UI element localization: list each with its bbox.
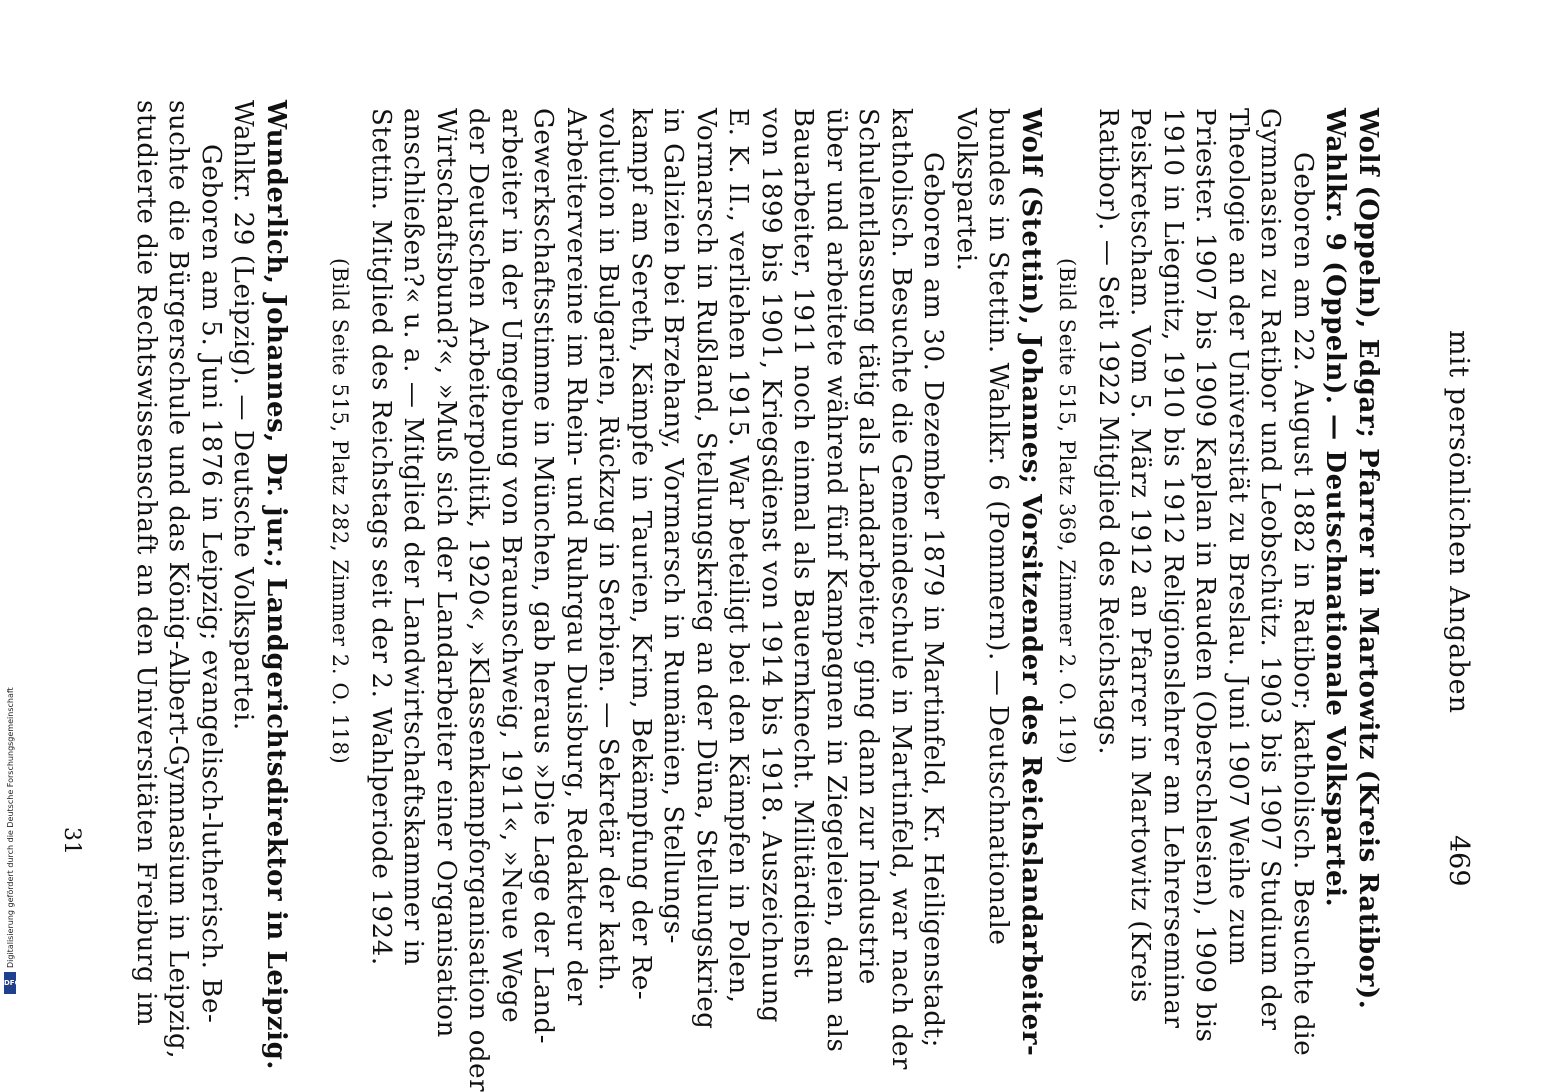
page-number: 469: [1443, 835, 1474, 887]
entry-text-line: arbeiter in der Umgebung von Braunschweig, 1911«, »Neue Wege: [496, 108, 526, 1024]
digitization-footer: [4, 6, 21, 996]
entry-text-line: studierte die Rechtswissenschaft an den Universitäten Freiburg im: [131, 100, 161, 1027]
entry-text-line: Bauarbeiter, 1911 noch einmal als Bauernknecht. Militärdienst: [788, 108, 819, 979]
entry-text-line: suchte die Bürgerschule und das König-Albert-Gymnasium in Leipzig,: [163, 100, 194, 1060]
entry-text-line: Geboren am 30. Dezember 1879 in Martinfeld, Kr. Heiligenstadt;: [918, 152, 949, 1048]
entry-text-line: E. K. II., verliehen 1915. War beteiligt bei den Kämpfen in Polen,: [723, 108, 754, 1004]
entry-heading: Wolf (Oppeln), Edgar; Pfarrer in Martowitz (Kreis Ratibor).: [1353, 108, 1383, 1010]
entry-text-line: volution in Bulgarien, Rückzug in Serbien. — Sekretär der kath.: [593, 108, 624, 992]
entry-text-line: der Deutschen Arbeiterpolitik, 1920«, »Klassenkampforganisation oder: [463, 108, 494, 1092]
entry-text-line: Peiskretscham. Vom 5. März 1912 an Pfarrer in Martowitz (Kreis: [1125, 108, 1156, 1003]
dfg-logo-icon: DFG: [4, 972, 16, 994]
entry-text-line: Arbeitervereine im Rhein- und Ruhrgau Duisburg, Redakteur der: [561, 108, 591, 1006]
entry-text-line: Stettin. Mitglied des Reichstags seit der 2. Wahlperiode 1924.: [366, 108, 396, 966]
entry-text-line: Gymnasien zu Ratibor und Leobschütz. 1903 bis 1907 Studium der: [1255, 108, 1286, 1031]
page-header: mit persönlichen Angaben: [1443, 330, 1474, 714]
entry-text-line: anschließen?« u. a. — Mitglied der Landwirtschaftskammer in: [398, 108, 429, 967]
entry-text-line: kampf am Sereth, Kämpfe in Taurien, Krim, Bekämpfung der Re-: [626, 108, 656, 1001]
entry-text-line: in Galizien bei Brzehany, Vormarsch in Rumänien, Stellungs-: [658, 108, 689, 945]
entry-wolf-stettin: [324, 108, 1047, 1092]
entry-text-line: Geboren am 5. Juni 1876 in Leipzig; evangelisch-lutherisch. Be-: [196, 144, 226, 1024]
entry-text-line: 1910 in Liegnitz, 1910 bis 1912 Religionslehrer am Lehrerseminar: [1158, 108, 1188, 1029]
entry-heading: Wolf (Stettin), Johannes; Vorsitzender des Reichslandarbeiter-: [1016, 108, 1046, 1057]
entry-text-line: Geboren am 22. August 1882 in Ratibor; katholisch. Besuchte die: [1288, 152, 1318, 1057]
entry-caption: (Bild Seite 515, Platz 282, Zimmer 2. O. 118): [328, 258, 353, 765]
entry-text-line: katholisch. Besuchte die Gemeindeschule in Martinfeld, war nach der: [886, 108, 916, 1070]
entry-wolf-oppeln: [1051, 108, 1384, 1056]
entry-text-line: Wirtschaftsbund?«, »Muß sich der Landarbeiter einer Organisation: [431, 108, 461, 1038]
digitization-note: Digitalisierung gefördert durch die Deutsche Forschungsgemeinschaft: [6, 687, 15, 968]
entry-text-line: Volkspartei.: [951, 108, 981, 272]
entry-text-line: Wahlkr. 29 (Leipzig). — Deutsche Volkspartei.: [228, 100, 259, 731]
entry-text-line: Gewerkschaftsstimme in München, gab heraus »Die Lage der Land-: [528, 108, 559, 1045]
entry-text-line: über und arbeitete während fünf Kampagnen in Ziegeleien, dann als: [821, 108, 851, 1053]
entry-text-line: Theologie an der Universität zu Breslau. Juni 1907 Weihe zum: [1223, 108, 1253, 966]
entry-text-line: Vormarsch in Rußland, Stellungskrieg an der Düna, Stellungskrieg: [691, 108, 721, 1030]
entry-heading: Wahlkr. 9 (Oppeln). — Deutschnationale Volkspartei.: [1320, 108, 1351, 908]
entry-text-line: Ratibor). — Seit 1922 Mitglied des Reichstags.: [1093, 108, 1123, 756]
bottom-page-number: 31: [59, 827, 84, 855]
entry-caption: (Bild Seite 515, Platz 369, Zimmer 2. O. 119): [1055, 258, 1080, 765]
entry-text-line: bundes in Stettin. Wahlkr. 6 (Pommern). — Deutschnationale: [983, 108, 1014, 946]
entry-text-line: Priester. 1907 bis 1909 Kaplan in Rauden (Oberschlesien), 1909 bis: [1190, 108, 1221, 1043]
entry-text-line: Schulentlassung tätig als Landarbeiter, ging dann zur Industrie: [853, 108, 884, 985]
entry-heading: Wunderlich, Johannes, Dr. jur.; Landgerichtsdirektor in Leipzig.: [261, 100, 291, 1071]
entry-wunderlich: [130, 100, 293, 1070]
entry-text-line: von 1899 bis 1901, Kriegsdienst von 1914 bis 1918. Auszeichnung: [756, 108, 786, 1024]
